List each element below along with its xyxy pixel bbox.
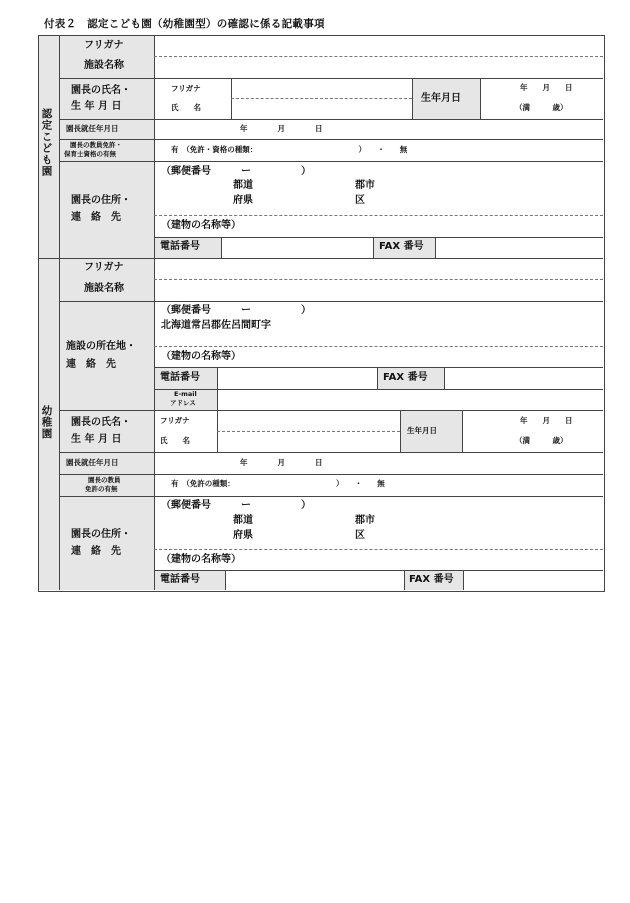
s2-address: 北海道常呂郡佐呂間町字 [161, 320, 271, 331]
s2-facility-name-label: 施設名称 [84, 283, 124, 294]
s1-appoint-label: 園長就任年月日 [66, 124, 119, 133]
s1-head-name-label-2: 生 年 月 日 [71, 101, 122, 112]
s2-license-value: 有 （免許の種類： ） ・ 無 [171, 479, 385, 488]
s1-addr-label-1: 園長の住所・ [71, 195, 131, 206]
s2-age: （満 歳） [515, 436, 568, 445]
s2-birth-label: 生年月日 [407, 426, 437, 435]
s1-building: （建物の名称等） [161, 220, 241, 231]
s1-age: （満 歳） [515, 103, 568, 112]
s2-shiku-1: 郡市 [355, 515, 375, 526]
s1-furigana-small: フリガナ [171, 84, 201, 93]
s2-birth-ymd: 年 月 日 [520, 416, 573, 425]
s1-todofuken-2: 府県 [233, 195, 253, 206]
s2-loc-label-2: 連 絡 先 [66, 359, 116, 370]
s2-head-name-label-1: 園長の氏名・ [71, 417, 131, 428]
s2-appoint-value: 年 月 日 [240, 458, 323, 467]
section2-side-label: 幼稚園 [40, 405, 53, 440]
s2-addr-label-2: 連 絡 先 [71, 546, 121, 557]
s1-shimei-label: 氏 名 [171, 103, 201, 112]
s1-birth-label: 生年月日 [421, 93, 461, 104]
s2-appoint-label: 園長就任年月日 [66, 458, 119, 467]
s1-appoint-value: 年 月 日 [240, 124, 323, 133]
s1-birth-ymd: 年 月 日 [520, 83, 573, 92]
s2-fax-label: FAX 番号 [383, 372, 428, 383]
form-title: 付表２ 認定こども園（幼稚園型）の確認に係る記載事項 [44, 18, 325, 30]
s2-tel-label: 電話番号 [160, 372, 200, 383]
s1-tel-label: 電話番号 [160, 241, 200, 252]
s2-furigana-small: フリガナ [160, 416, 190, 425]
s2-shimei-label: 氏 名 [160, 436, 190, 445]
s2-postal: （郵便番号 ー ） [161, 305, 311, 316]
s2-todofuken-1: 都道 [233, 515, 253, 526]
s2-addr-label-1: 園長の住所・ [71, 529, 131, 540]
s2-email-label-1: E-mail [174, 390, 197, 398]
s1-facility-name-label: 施設名称 [84, 60, 124, 71]
s2-head-name-label-2: 生 年 月 日 [71, 434, 122, 445]
s1-postal: （郵便番号 ー ） [161, 166, 311, 177]
s1-license-value: 有 （免許・資格の種類： ） ・ 無 [171, 145, 408, 154]
section1-side-label: 認定こども園 [40, 108, 53, 177]
s2-furigana-label: フリガナ [84, 262, 124, 273]
s2-building: （建物の名称等） [161, 351, 241, 362]
s1-shiku-1: 郡市 [355, 180, 375, 191]
s1-shiku-2: 区 [355, 195, 365, 206]
s2-email-label-2: アドレス [170, 399, 196, 407]
s1-furigana-label: フリガナ [84, 40, 124, 51]
s2-todofuken-2: 府県 [233, 530, 253, 541]
s1-addr-label-2: 連 絡 先 [71, 212, 121, 223]
s2-license-label-1: 園長の教員 [88, 476, 121, 484]
s1-head-name-label-1: 園長の氏名・ [71, 85, 131, 96]
s1-license-label-1: 園長の教員免許・ [70, 141, 122, 149]
s1-license-label-2: 保育士資格の有無 [64, 150, 116, 158]
s2-loc-label-1: 施設の所在地・ [66, 341, 136, 352]
s2-addr-building: （建物の名称等） [161, 554, 241, 565]
s1-todofuken-1: 都道 [233, 180, 253, 191]
s2-fax2-label: FAX 番号 [409, 574, 454, 585]
s1-fax-label: FAX 番号 [379, 241, 424, 252]
s2-addr-postal: （郵便番号 ー ） [161, 500, 311, 511]
s2-license-label-2: 免許の有無 [85, 485, 118, 493]
s2-tel2-label: 電話番号 [160, 574, 200, 585]
s2-shiku-2: 区 [355, 530, 365, 541]
